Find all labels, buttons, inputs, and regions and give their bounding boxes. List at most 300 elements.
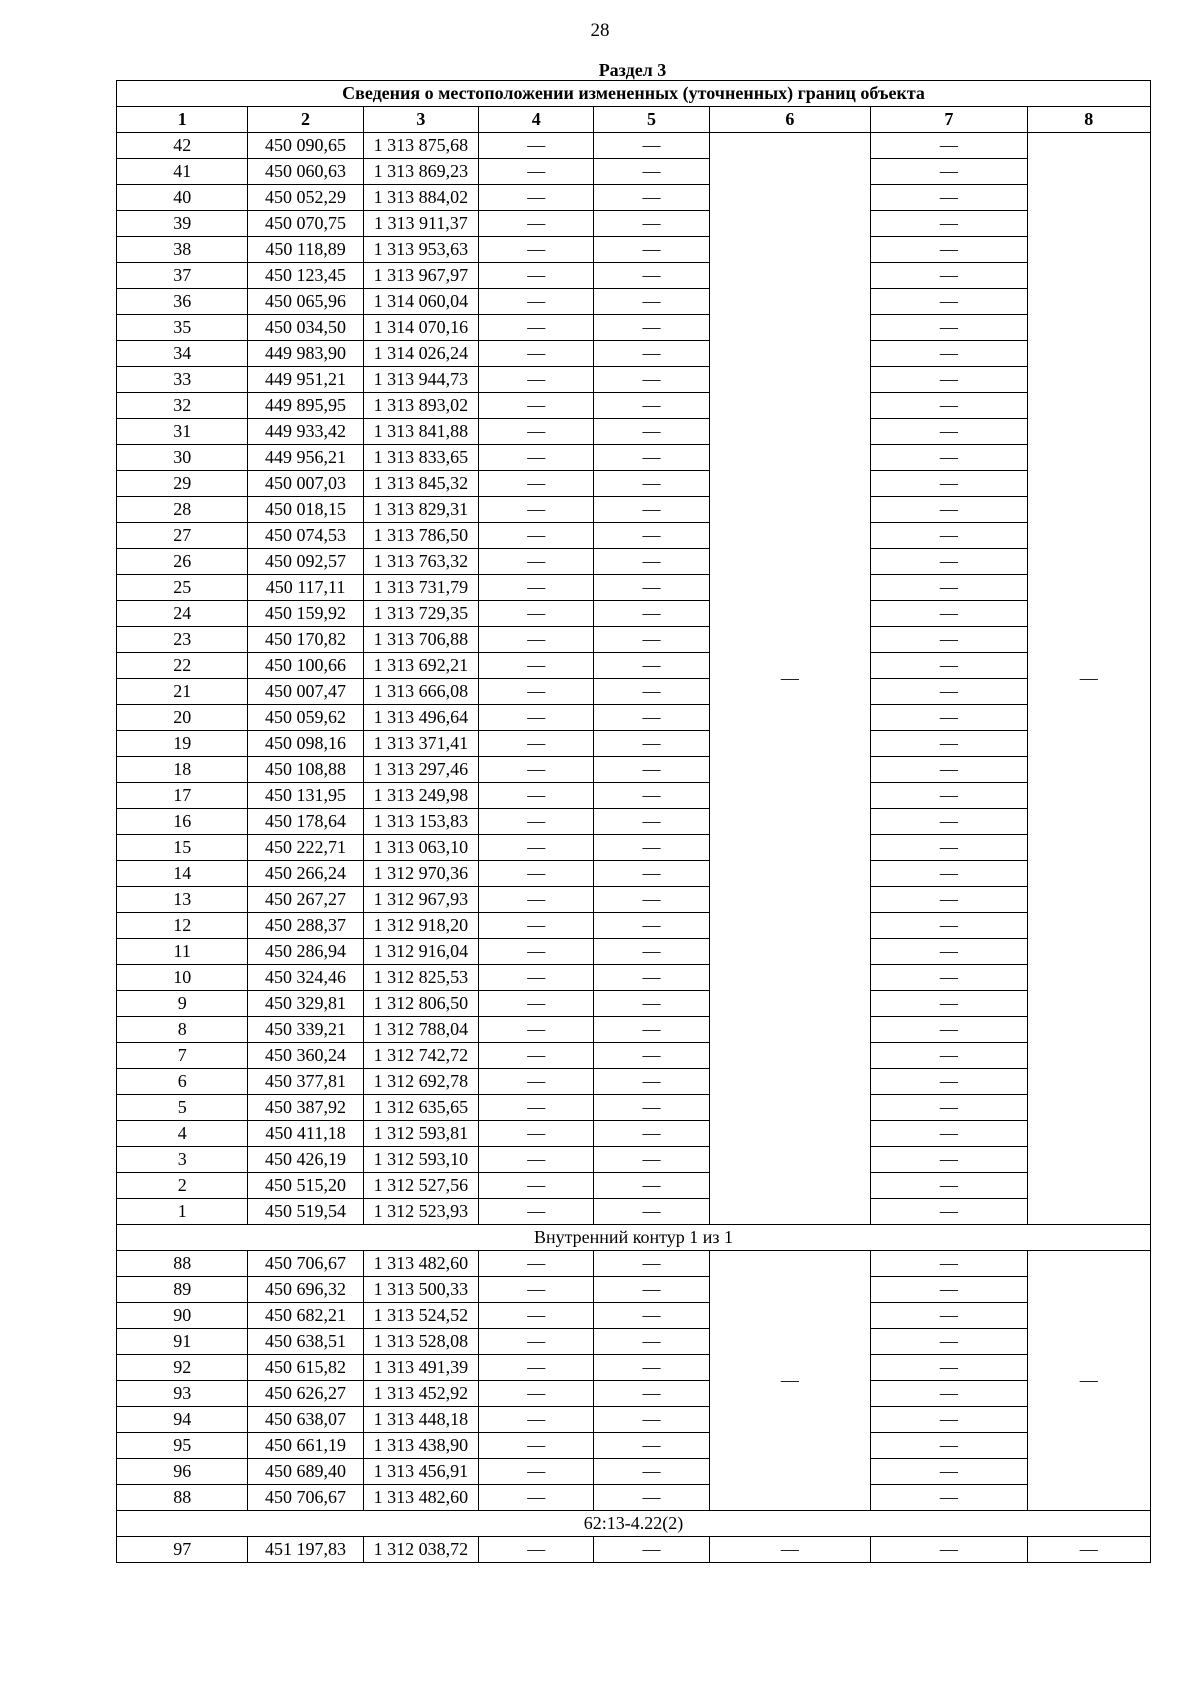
contour-label-row <box>117 1511 1151 1537</box>
table-row <box>117 237 1151 263</box>
table-row <box>117 471 1151 497</box>
table-row <box>117 913 1151 939</box>
contour-label-row <box>117 1225 1151 1251</box>
point-number-cell: 15 <box>117 835 248 861</box>
dash-cell: — <box>594 315 709 341</box>
dash-cell: — <box>871 1433 1027 1459</box>
coordinate-y-cell: 1 313 666,08 <box>363 679 478 705</box>
table-row <box>117 1537 1151 1563</box>
column-header: 8 <box>1027 107 1150 133</box>
table-row <box>117 1277 1151 1303</box>
dash-cell: — <box>871 237 1027 263</box>
dash-cell: — <box>594 419 709 445</box>
dash-cell: — <box>479 1043 594 1069</box>
dash-cell: — <box>479 263 594 289</box>
point-number-cell: 17 <box>117 783 248 809</box>
dash-cell: — <box>594 367 709 393</box>
dash-cell: — <box>871 1537 1027 1563</box>
coordinate-y-cell: 1 313 911,37 <box>363 211 478 237</box>
coordinate-x-cell: 450 159,92 <box>248 601 363 627</box>
coordinate-y-cell: 1 313 500,33 <box>363 1277 478 1303</box>
dash-cell: — <box>594 731 709 757</box>
coordinate-x-cell: 449 951,21 <box>248 367 363 393</box>
table-caption-row <box>117 81 1151 107</box>
coordinate-x-cell: 450 267,27 <box>248 887 363 913</box>
dash-cell: — <box>871 1121 1027 1147</box>
point-number-cell: 38 <box>117 237 248 263</box>
coordinate-y-cell: 1 312 825,53 <box>363 965 478 991</box>
dash-cell: — <box>479 757 594 783</box>
coordinate-y-cell: 1 313 875,68 <box>363 133 478 159</box>
dash-cell: — <box>594 159 709 185</box>
table-row <box>117 809 1151 835</box>
dash-cell: — <box>594 1147 709 1173</box>
dash-cell: — <box>871 1329 1027 1355</box>
dash-cell: — <box>871 653 1027 679</box>
dash-cell: — <box>871 1095 1027 1121</box>
dash-cell: — <box>594 523 709 549</box>
coordinate-x-cell: 450 696,32 <box>248 1277 363 1303</box>
dash-cell: — <box>871 783 1027 809</box>
dash-cell: — <box>871 289 1027 315</box>
coordinate-y-cell: 1 312 916,04 <box>363 939 478 965</box>
dash-cell: — <box>594 1433 709 1459</box>
coordinate-x-cell: 450 170,82 <box>248 627 363 653</box>
dash-cell: — <box>871 159 1027 185</box>
coordinate-x-cell: 450 266,24 <box>248 861 363 887</box>
point-number-cell: 92 <box>117 1355 248 1381</box>
dash-cell: — <box>871 1147 1027 1173</box>
dash-cell: — <box>871 913 1027 939</box>
dash-cell: — <box>594 471 709 497</box>
dash-cell: — <box>479 1459 594 1485</box>
point-number-cell: 23 <box>117 627 248 653</box>
dash-cell: — <box>479 471 594 497</box>
dash-cell: — <box>871 757 1027 783</box>
coordinate-x-cell: 450 178,64 <box>248 809 363 835</box>
dash-cell: — <box>871 601 1027 627</box>
column-header: 6 <box>709 107 870 133</box>
coordinate-x-cell: 450 682,21 <box>248 1303 363 1329</box>
table-row <box>117 887 1151 913</box>
coordinate-x-cell: 450 123,45 <box>248 263 363 289</box>
dash-cell: — <box>479 1095 594 1121</box>
coordinate-x-cell: 450 638,07 <box>248 1407 363 1433</box>
dash-cell: — <box>871 1173 1027 1199</box>
dash-cell: — <box>871 133 1027 159</box>
dash-cell: — <box>871 1303 1027 1329</box>
coordinate-y-cell: 1 313 706,88 <box>363 627 478 653</box>
point-number-cell: 5 <box>117 1095 248 1121</box>
coordinate-x-cell: 450 689,40 <box>248 1459 363 1485</box>
point-number-cell: 97 <box>117 1537 248 1563</box>
dash-cell: — <box>594 1381 709 1407</box>
dash-cell: — <box>594 705 709 731</box>
table-row <box>117 965 1151 991</box>
dash-cell: — <box>479 237 594 263</box>
dash-cell: — <box>871 1355 1027 1381</box>
table-row <box>117 861 1151 887</box>
coordinate-y-cell: 1 313 249,98 <box>363 783 478 809</box>
coordinate-y-cell: 1 313 153,83 <box>363 809 478 835</box>
point-number-cell: 30 <box>117 445 248 471</box>
dash-cell: — <box>479 1407 594 1433</box>
table-row <box>117 783 1151 809</box>
coordinate-y-cell: 1 314 060,04 <box>363 289 478 315</box>
coordinate-x-cell: 450 100,66 <box>248 653 363 679</box>
coordinate-y-cell: 1 314 026,24 <box>363 341 478 367</box>
dash-cell: — <box>594 289 709 315</box>
dash-cell: — <box>871 523 1027 549</box>
dash-cell: — <box>479 1433 594 1459</box>
point-number-cell: 95 <box>117 1433 248 1459</box>
table-row <box>117 445 1151 471</box>
point-number-cell: 89 <box>117 1277 248 1303</box>
dash-cell: — <box>479 939 594 965</box>
coordinate-x-cell: 451 197,83 <box>248 1537 363 1563</box>
point-number-cell: 88 <box>117 1485 248 1511</box>
coordinate-y-cell: 1 313 482,60 <box>363 1251 478 1277</box>
dash-cell: — <box>871 341 1027 367</box>
coordinate-x-cell: 450 288,37 <box>248 913 363 939</box>
dash-cell: — <box>871 575 1027 601</box>
coordinate-y-cell: 1 313 786,50 <box>363 523 478 549</box>
column-header: 1 <box>117 107 248 133</box>
dash-cell: — <box>871 1381 1027 1407</box>
dash-cell: — <box>479 783 594 809</box>
dash-cell: — <box>871 861 1027 887</box>
dash-cell: — <box>479 1199 594 1225</box>
table-row <box>117 1329 1151 1355</box>
dash-cell: — <box>479 133 594 159</box>
point-number-cell: 37 <box>117 263 248 289</box>
dash-cell: — <box>871 679 1027 705</box>
table-row <box>117 133 1151 159</box>
coordinate-x-cell: 450 034,50 <box>248 315 363 341</box>
point-number-cell: 91 <box>117 1329 248 1355</box>
dash-cell: — <box>871 185 1027 211</box>
dash-cell: — <box>594 341 709 367</box>
dash-cell: — <box>871 367 1027 393</box>
coordinate-y-cell: 1 312 593,81 <box>363 1121 478 1147</box>
dash-cell: — <box>479 315 594 341</box>
merged-dash-cell: — <box>709 133 870 1225</box>
point-number-cell: 18 <box>117 757 248 783</box>
table-row <box>117 1485 1151 1511</box>
dash-cell: — <box>594 185 709 211</box>
coordinate-y-cell: 1 313 845,32 <box>363 471 478 497</box>
coordinate-x-cell: 449 983,90 <box>248 341 363 367</box>
table-row <box>117 393 1151 419</box>
coordinate-y-cell: 1 313 297,46 <box>363 757 478 783</box>
coordinate-x-cell: 450 324,46 <box>248 965 363 991</box>
dash-cell: — <box>594 1277 709 1303</box>
dash-cell: — <box>594 1199 709 1225</box>
dash-cell: — <box>594 1537 709 1563</box>
dash-cell: — <box>479 1537 594 1563</box>
point-number-cell: 35 <box>117 315 248 341</box>
coordinate-x-cell: 450 060,63 <box>248 159 363 185</box>
dash-cell: — <box>871 471 1027 497</box>
column-header: 4 <box>479 107 594 133</box>
dash-cell: — <box>594 809 709 835</box>
table-row <box>117 1407 1151 1433</box>
coordinate-y-cell: 1 312 635,65 <box>363 1095 478 1121</box>
coordinate-x-cell: 450 131,95 <box>248 783 363 809</box>
coordinate-x-cell: 450 638,51 <box>248 1329 363 1355</box>
table-row <box>117 211 1151 237</box>
dash-cell: — <box>479 159 594 185</box>
dash-cell: — <box>871 1407 1027 1433</box>
point-number-cell: 27 <box>117 523 248 549</box>
coordinate-x-cell: 450 286,94 <box>248 939 363 965</box>
dash-cell: — <box>479 575 594 601</box>
coordinate-x-cell: 450 426,19 <box>248 1147 363 1173</box>
dash-cell: — <box>594 1329 709 1355</box>
coordinate-y-cell: 1 313 729,35 <box>363 601 478 627</box>
table-row <box>117 835 1151 861</box>
dash-cell: — <box>594 263 709 289</box>
point-number-cell: 40 <box>117 185 248 211</box>
coordinate-x-cell: 450 018,15 <box>248 497 363 523</box>
table-row <box>117 627 1151 653</box>
coordinate-y-cell: 1 312 806,50 <box>363 991 478 1017</box>
dash-cell: — <box>594 783 709 809</box>
dash-cell: — <box>479 549 594 575</box>
contour-label: Внутренний контур 1 из 1 <box>117 1225 1151 1251</box>
coordinate-y-cell: 1 312 742,72 <box>363 1043 478 1069</box>
dash-cell: — <box>594 1485 709 1511</box>
column-header: 2 <box>248 107 363 133</box>
point-number-cell: 13 <box>117 887 248 913</box>
dash-cell: — <box>479 445 594 471</box>
coordinates-table <box>116 80 1151 1563</box>
table-row <box>117 1095 1151 1121</box>
coordinate-y-cell: 1 313 953,63 <box>363 237 478 263</box>
table-caption: Сведения о местоположении измененных (уточненных) границ объекта <box>117 81 1151 107</box>
dash-cell: — <box>479 913 594 939</box>
point-number-cell: 39 <box>117 211 248 237</box>
coordinate-y-cell: 1 313 944,73 <box>363 367 478 393</box>
table-row <box>117 263 1151 289</box>
merged-dash-cell: — <box>1027 133 1150 1225</box>
coordinate-x-cell: 450 339,21 <box>248 1017 363 1043</box>
column-header: 7 <box>871 107 1027 133</box>
point-number-cell: 93 <box>117 1381 248 1407</box>
dash-cell: — <box>594 237 709 263</box>
dash-cell: — <box>594 627 709 653</box>
point-number-cell: 36 <box>117 289 248 315</box>
coordinate-x-cell: 449 933,42 <box>248 419 363 445</box>
point-number-cell: 6 <box>117 1069 248 1095</box>
dash-cell: — <box>709 1537 870 1563</box>
dash-cell: — <box>871 263 1027 289</box>
dash-cell: — <box>594 1303 709 1329</box>
coordinate-x-cell: 450 007,03 <box>248 471 363 497</box>
dash-cell: — <box>479 965 594 991</box>
coordinate-x-cell: 450 387,92 <box>248 1095 363 1121</box>
dash-cell: — <box>479 1485 594 1511</box>
table-row <box>117 731 1151 757</box>
coordinate-x-cell: 450 377,81 <box>248 1069 363 1095</box>
point-number-cell: 12 <box>117 913 248 939</box>
dash-cell: — <box>871 731 1027 757</box>
coordinate-y-cell: 1 313 841,88 <box>363 419 478 445</box>
point-number-cell: 29 <box>117 471 248 497</box>
coordinate-y-cell: 1 312 918,20 <box>363 913 478 939</box>
coordinate-x-cell: 450 411,18 <box>248 1121 363 1147</box>
dash-cell: — <box>479 679 594 705</box>
coordinate-x-cell: 450 706,67 <box>248 1251 363 1277</box>
table-row <box>117 1199 1151 1225</box>
point-number-cell: 26 <box>117 549 248 575</box>
table-row <box>117 1433 1151 1459</box>
contour-label: 62:13-4.22(2) <box>117 1511 1151 1537</box>
coordinate-y-cell: 1 313 456,91 <box>363 1459 478 1485</box>
table-row <box>117 1147 1151 1173</box>
point-number-cell: 31 <box>117 419 248 445</box>
point-number-cell: 19 <box>117 731 248 757</box>
section-title: Раздел 3 <box>598 60 667 80</box>
coordinate-x-cell: 450 615,82 <box>248 1355 363 1381</box>
coordinate-y-cell: 1 313 496,64 <box>363 705 478 731</box>
table-row <box>117 523 1151 549</box>
dash-cell: — <box>871 1459 1027 1485</box>
dash-cell: — <box>479 705 594 731</box>
point-number-cell: 90 <box>117 1303 248 1329</box>
table-row <box>117 159 1151 185</box>
table-row <box>117 289 1151 315</box>
dash-cell: — <box>594 1459 709 1485</box>
dash-cell: — <box>479 1329 594 1355</box>
coordinate-x-cell: 450 661,19 <box>248 1433 363 1459</box>
coordinate-x-cell: 450 329,81 <box>248 991 363 1017</box>
dash-cell: — <box>871 991 1027 1017</box>
coordinate-y-cell: 1 313 833,65 <box>363 445 478 471</box>
dash-cell: — <box>479 341 594 367</box>
dash-cell: — <box>871 419 1027 445</box>
table-row <box>117 705 1151 731</box>
coordinate-y-cell: 1 313 063,10 <box>363 835 478 861</box>
dash-cell: — <box>594 861 709 887</box>
dash-cell: — <box>1027 1537 1150 1563</box>
table-row <box>117 1459 1151 1485</box>
point-number-cell: 88 <box>117 1251 248 1277</box>
coordinate-x-cell: 450 059,62 <box>248 705 363 731</box>
dash-cell: — <box>479 419 594 445</box>
dash-cell: — <box>479 367 594 393</box>
dash-cell: — <box>479 1381 594 1407</box>
dash-cell: — <box>479 1069 594 1095</box>
table-row <box>117 1303 1151 1329</box>
coordinate-y-cell: 1 313 528,08 <box>363 1329 478 1355</box>
dash-cell: — <box>594 1121 709 1147</box>
coordinate-x-cell: 450 070,75 <box>248 211 363 237</box>
dash-cell: — <box>479 523 594 549</box>
dash-cell: — <box>871 211 1027 237</box>
dash-cell: — <box>871 939 1027 965</box>
point-number-cell: 16 <box>117 809 248 835</box>
dash-cell: — <box>871 705 1027 731</box>
coordinate-y-cell: 1 312 523,93 <box>363 1199 478 1225</box>
dash-cell: — <box>594 679 709 705</box>
coordinate-y-cell: 1 313 371,41 <box>363 731 478 757</box>
point-number-cell: 94 <box>117 1407 248 1433</box>
coordinate-x-cell: 450 118,89 <box>248 237 363 263</box>
point-number-cell: 42 <box>117 133 248 159</box>
point-number-cell: 14 <box>117 861 248 887</box>
dash-cell: — <box>871 445 1027 471</box>
merged-dash-cell: — <box>1027 1251 1150 1511</box>
coordinate-y-cell: 1 312 970,36 <box>363 861 478 887</box>
dash-cell: — <box>594 913 709 939</box>
dash-cell: — <box>871 393 1027 419</box>
point-number-cell: 11 <box>117 939 248 965</box>
dash-cell: — <box>871 835 1027 861</box>
dash-cell: — <box>594 887 709 913</box>
coordinate-x-cell: 450 092,57 <box>248 549 363 575</box>
coordinate-y-cell: 1 314 070,16 <box>363 315 478 341</box>
coordinate-x-cell: 450 626,27 <box>248 1381 363 1407</box>
dash-cell: — <box>594 575 709 601</box>
dash-cell: — <box>871 965 1027 991</box>
dash-cell: — <box>479 809 594 835</box>
dash-cell: — <box>479 1355 594 1381</box>
coordinate-y-cell: 1 313 491,39 <box>363 1355 478 1381</box>
dash-cell: — <box>479 1303 594 1329</box>
point-number-cell: 34 <box>117 341 248 367</box>
point-number-cell: 33 <box>117 367 248 393</box>
table-row <box>117 653 1151 679</box>
point-number-cell: 20 <box>117 705 248 731</box>
coordinate-y-cell: 1 312 788,04 <box>363 1017 478 1043</box>
coordinate-x-cell: 449 956,21 <box>248 445 363 471</box>
point-number-cell: 7 <box>117 1043 248 1069</box>
point-number-cell: 8 <box>117 1017 248 1043</box>
dash-cell: — <box>594 211 709 237</box>
dash-cell: — <box>479 1277 594 1303</box>
coordinate-x-cell: 450 090,65 <box>248 133 363 159</box>
dash-cell: — <box>479 1173 594 1199</box>
coordinate-y-cell: 1 312 527,56 <box>363 1173 478 1199</box>
dash-cell: — <box>594 1251 709 1277</box>
coordinate-x-cell: 450 007,47 <box>248 679 363 705</box>
dash-cell: — <box>594 1173 709 1199</box>
merged-dash-cell: — <box>709 1251 870 1511</box>
dash-cell: — <box>594 965 709 991</box>
point-number-cell: 10 <box>117 965 248 991</box>
coordinate-x-cell: 450 222,71 <box>248 835 363 861</box>
table-row <box>117 679 1151 705</box>
dash-cell: — <box>479 289 594 315</box>
point-number-cell: 1 <box>117 1199 248 1225</box>
coordinate-y-cell: 1 313 763,32 <box>363 549 478 575</box>
dash-cell: — <box>479 991 594 1017</box>
point-number-cell: 41 <box>117 159 248 185</box>
dash-cell: — <box>594 133 709 159</box>
coordinate-x-cell: 450 360,24 <box>248 1043 363 1069</box>
point-number-cell: 21 <box>117 679 248 705</box>
coordinate-y-cell: 1 312 593,10 <box>363 1147 478 1173</box>
coordinate-x-cell: 449 895,95 <box>248 393 363 419</box>
table-row <box>117 1381 1151 1407</box>
dash-cell: — <box>594 393 709 419</box>
dash-cell: — <box>594 549 709 575</box>
dash-cell: — <box>479 861 594 887</box>
dash-cell: — <box>871 627 1027 653</box>
dash-cell: — <box>594 653 709 679</box>
coordinate-x-cell: 450 706,67 <box>248 1485 363 1511</box>
